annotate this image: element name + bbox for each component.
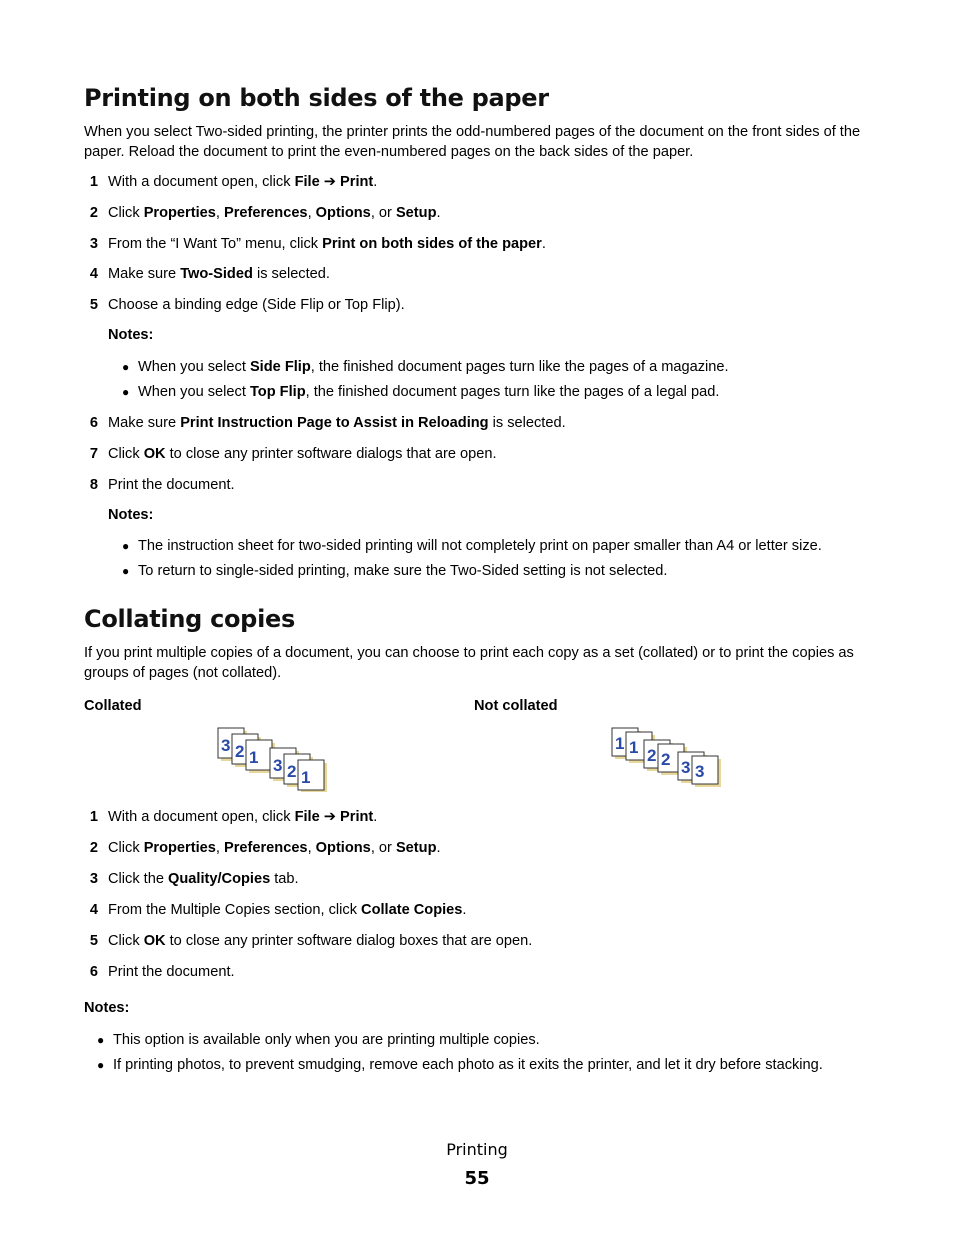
step-text-run: is selected. — [252, 266, 330, 282]
ui-term: Side Flip — [249, 359, 311, 375]
page-number-digit: 1 — [629, 738, 639, 757]
step-text-run: With a document open, click — [108, 809, 295, 825]
footer-page-number: 55 — [464, 1168, 490, 1189]
page-number-digit: 3 — [221, 736, 231, 755]
step-text-run: , — [215, 840, 224, 856]
step-number: 1 — [89, 809, 98, 825]
step-text-run: Click — [108, 933, 144, 949]
section-intro-collating: If you print multiple copies of a document, you can choose to print each copy as a set (collated) or to print the copies as groups of pages (not collated). — [84, 645, 854, 681]
ui-term: Print on both sides of the paper — [322, 236, 542, 252]
page-number-digit: 2 — [661, 750, 671, 769]
ui-term: Two-Sided — [180, 266, 253, 282]
step-text-run: , or — [370, 205, 396, 221]
page-number-digit: 1 — [301, 768, 311, 787]
step-number: 5 — [89, 297, 98, 313]
bullet-text — [138, 536, 822, 556]
page-number-digit: 1 — [249, 748, 259, 767]
step-number: 4 — [89, 902, 98, 918]
bullet-icon: ● — [97, 1058, 105, 1072]
page-number-digit: 3 — [273, 756, 283, 775]
not-collated-pages-illustration — [610, 726, 732, 788]
step-number: 8 — [89, 477, 98, 493]
step-text-run: Print the document. — [108, 477, 235, 493]
section-heading-two-sided: Printing on both sides of the paper — [84, 84, 549, 112]
page-number-digit: 3 — [695, 762, 705, 781]
step-text — [108, 234, 546, 254]
step-text-run: Choose a binding edge (Side Flip or Top Flip). — [108, 297, 405, 313]
step-text-run: From the “I Want To” menu, click — [108, 236, 323, 252]
page-number-digit: 1 — [615, 734, 625, 753]
ui-term: Quality/Copies — [168, 871, 271, 887]
bullet-text — [138, 561, 667, 581]
step-text — [108, 444, 497, 464]
step-text-run: Click — [108, 840, 144, 856]
bullet-icon: ● — [122, 360, 130, 374]
step-text-run: , — [307, 840, 316, 856]
page-number-digit: 2 — [647, 746, 657, 765]
step-text-run: ➔ — [319, 809, 341, 825]
ui-term: Preferences — [223, 205, 308, 221]
step-number: 3 — [89, 871, 98, 887]
not-collated-label: Not collated — [474, 698, 558, 714]
ui-term: OK — [143, 933, 166, 949]
bullet-text — [138, 382, 719, 402]
page-number-digit: 2 — [235, 742, 245, 761]
bullet-icon: ● — [122, 539, 130, 553]
step-text-run: , — [215, 205, 224, 221]
bullet-icon: ● — [122, 385, 130, 399]
section-heading-collating: Collating copies — [84, 605, 295, 633]
page-number-digit: 3 — [681, 758, 691, 777]
ui-term: Print Instruction Page to Assist in Reloading — [180, 415, 489, 431]
ui-term: Preferences — [223, 840, 308, 856]
step-number: 4 — [89, 266, 98, 282]
step-number: 2 — [89, 840, 98, 856]
step-text-run: Make sure — [108, 266, 181, 282]
ui-term: Setup — [395, 840, 437, 856]
ui-term: Collate Copies — [361, 902, 463, 918]
step-text-run: . — [541, 236, 546, 252]
step-text-run: When you select — [138, 384, 250, 400]
ui-term: Print — [340, 809, 374, 825]
step-number: 6 — [89, 415, 98, 431]
ui-term: Properties — [143, 840, 216, 856]
ui-term: File — [294, 174, 320, 190]
step-text — [108, 264, 330, 284]
step-text-run: Click — [108, 446, 144, 462]
step-text — [108, 838, 441, 858]
step-text — [108, 413, 566, 433]
step-text-run: , the finished document pages turn like the pages of a legal pad. — [305, 384, 720, 400]
step-text-run: Click the — [108, 871, 169, 887]
step-number: 7 — [89, 446, 98, 462]
bullet-icon: ● — [122, 564, 130, 578]
ui-term: Setup — [395, 205, 437, 221]
step-text-run: From the Multiple Copies section, click — [108, 902, 362, 918]
footer-section-name: Printing — [446, 1140, 508, 1159]
step-text-run: to close any printer software dialogs that are open. — [165, 446, 497, 462]
step-text — [108, 295, 405, 315]
ui-term: File — [294, 809, 320, 825]
step-text-run: With a document open, click — [108, 174, 295, 190]
step-text-run: . — [436, 840, 441, 856]
step-text — [108, 172, 377, 192]
bullet-text — [113, 1055, 823, 1075]
step-text-run: , the finished document pages turn like the pages of a magazine. — [310, 359, 729, 375]
step-text-run: ➔ — [319, 174, 341, 190]
step-text-run: This option is available only when you are printing multiple copies. — [113, 1032, 540, 1048]
step-number: 3 — [89, 236, 98, 252]
section-intro-two-sided: When you select Two-sided printing, the printer prints the odd-numbered pages of the document on the front sides of the paper. Reload the document to print the even-numbered pages on the back sides of the paper. — [84, 124, 861, 160]
step-text-run: . — [462, 902, 467, 918]
step-number: 2 — [89, 205, 98, 221]
step-text-run: If printing photos, to prevent smudging, remove each photo as it exits the printer, and let it dry before stacking. — [113, 1057, 823, 1073]
step-text-run: To return to single-sided printing, make sure the Two-Sided setting is not selected. — [138, 563, 668, 579]
step-number: 6 — [89, 964, 98, 980]
step-text-run: When you select — [138, 359, 250, 375]
collated-label: Collated — [84, 698, 142, 714]
step-text-run: is selected. — [488, 415, 566, 431]
notes-label: Notes: — [84, 1000, 130, 1016]
step-text-run: Make sure — [108, 415, 181, 431]
step-text — [108, 962, 235, 982]
page-number-digit: 2 — [287, 762, 297, 781]
bullet-text — [113, 1030, 540, 1050]
bullet-text — [138, 357, 729, 377]
collated-pages-illustration — [216, 726, 336, 792]
step-text — [108, 475, 235, 495]
ui-term: Print — [340, 174, 374, 190]
step-text — [108, 203, 441, 223]
ui-term: Options — [315, 840, 371, 856]
step-text-run: , or — [370, 840, 396, 856]
step-text-run: tab. — [270, 871, 299, 887]
step-text — [108, 900, 466, 920]
step-text-run: . — [436, 205, 441, 221]
notes-label: Notes: — [108, 507, 154, 523]
step-text-run: . — [373, 809, 378, 825]
step-text — [108, 807, 377, 827]
step-text-run: Click — [108, 205, 144, 221]
step-text-run: Print the document. — [108, 964, 235, 980]
step-number: 5 — [89, 933, 98, 949]
ui-term: OK — [143, 446, 166, 462]
ui-term: Top Flip — [249, 384, 306, 400]
ui-term: Options — [315, 205, 371, 221]
step-text-run: , — [307, 205, 316, 221]
step-text-run: . — [373, 174, 378, 190]
step-text-run: to close any printer software dialog boxes that are open. — [165, 933, 533, 949]
step-text — [108, 931, 532, 951]
bullet-icon: ● — [97, 1033, 105, 1047]
notes-label: Notes: — [108, 327, 154, 343]
ui-term: Properties — [143, 205, 216, 221]
step-number: 1 — [89, 174, 98, 190]
step-text — [108, 869, 299, 889]
step-text-run: The instruction sheet for two-sided printing will not completely print on paper smaller than A4 or letter size. — [138, 538, 822, 554]
